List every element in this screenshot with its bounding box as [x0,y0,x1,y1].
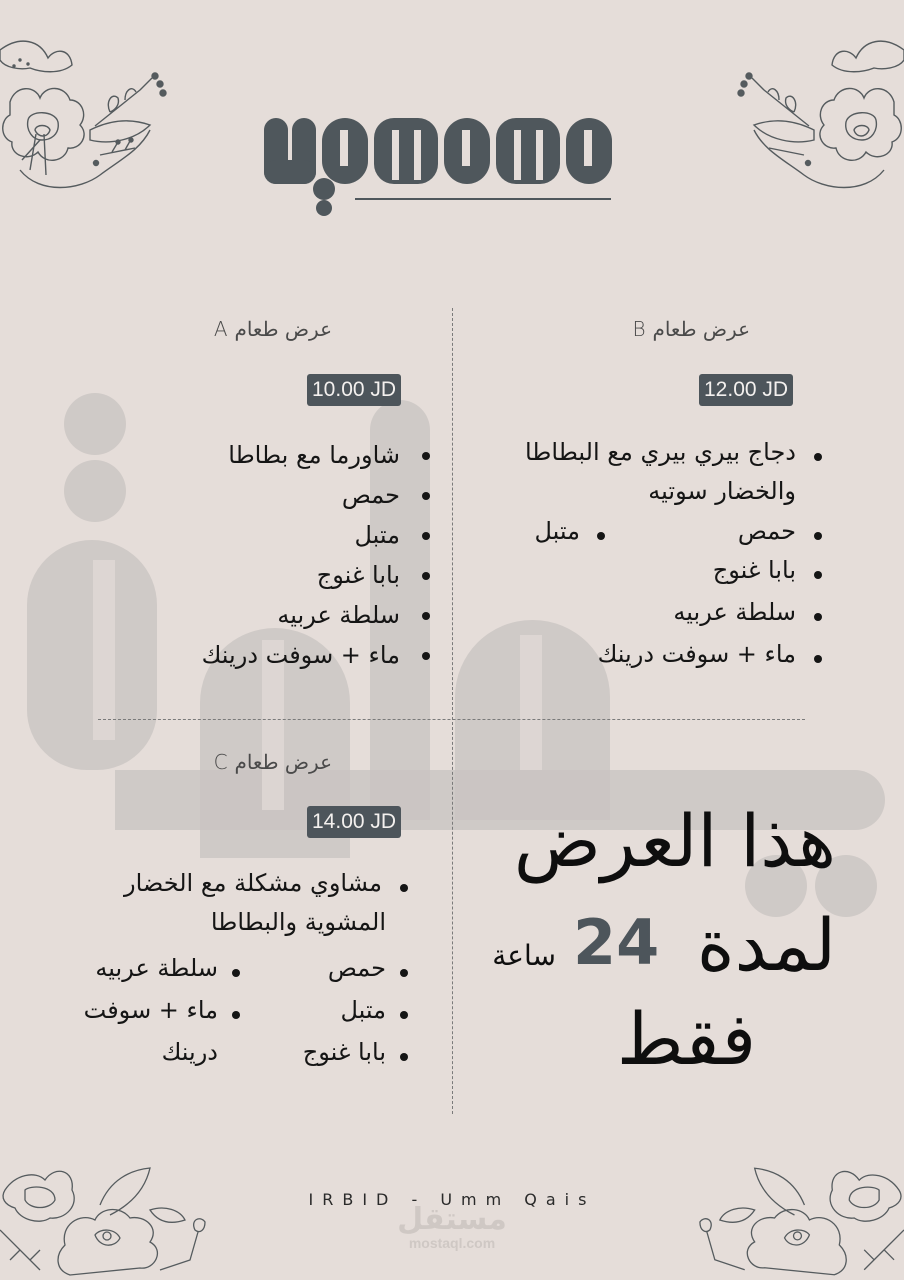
list-item: بابا غنوج [202,555,430,595]
list-item: ماء + سوفت [83,996,218,1024]
offer-a-price: 10.00 JD [307,374,401,406]
list-item: حمص [202,475,430,515]
watermark-arabic: مستقل [397,1202,507,1237]
bullet [814,532,822,540]
bullet [232,969,240,977]
promo-line-2-word: لمدة [696,903,836,987]
list-item-continuation: والخضار سوتيه [648,477,796,505]
logo-underline [355,198,611,200]
bullet [400,969,408,977]
list-item: ماء + سوفت درينك [202,635,430,675]
list-item: دجاج بيري بيري مع البطاطا [524,438,796,466]
bullet [814,655,822,663]
offer-c-price: 14.00 JD [307,806,401,838]
bullet [400,1011,408,1019]
horizontal-divider [98,719,805,720]
mostaql-watermark [0,1204,904,1250]
bullet [814,571,822,579]
list-item: بابا غنوج [712,556,796,584]
list-item: متبل [340,996,386,1024]
list-item: سلطة عربيه [202,595,430,635]
list-item-continuation: المشوية والبطاطا [210,908,386,936]
list-item: ماء + سوفت درينك [597,640,796,668]
offer-a-title: عرض طعام A [213,317,332,341]
bullet [814,453,822,461]
offer-a-items [202,435,430,675]
floral-top-left-icon [0,30,175,200]
list-item: بابا غنوج [302,1038,386,1066]
list-item: متبل [534,517,580,545]
promo-line-3: فقط [616,997,756,1081]
bullet [400,884,408,892]
floral-top-right-icon [729,30,904,200]
list-item-continuation: درينك [161,1038,218,1066]
promo-hours-number: 24 [573,906,660,979]
list-item: شاورما مع بطاطا [202,435,430,475]
list-item: سلطة عربيه [673,598,796,626]
bullet [232,1011,240,1019]
offer-b-title: عرض طعام B [632,317,750,341]
bullet [814,613,822,621]
bullet [597,532,605,540]
vertical-divider [452,308,453,1114]
list-item: حمص [327,954,386,982]
promo-line-1: هذا العرض [513,799,836,883]
offer-c-title: عرض طعام C [213,750,332,774]
offer-b-price: 12.00 JD [699,374,793,406]
list-item: سلطة عربيه [95,954,218,982]
bullet [400,1053,408,1061]
promo-hours-unit: ساعة [492,939,556,972]
watermark-latin: mostaql.com [408,1235,496,1251]
list-item: مشاوي مشكلة مع الخضار [124,869,382,897]
list-item: حمص [737,517,796,545]
footer-location: IRBID - Umm Qais [308,1190,596,1209]
list-item: متبل [202,515,430,555]
